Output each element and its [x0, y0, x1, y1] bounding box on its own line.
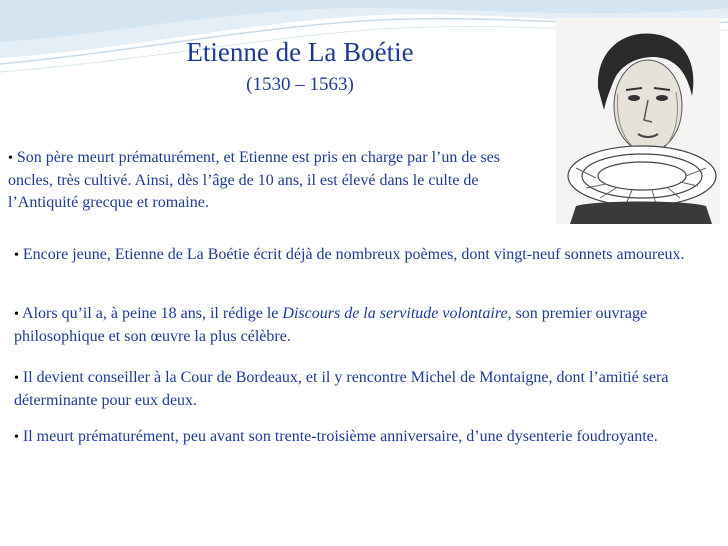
- paragraph-discours: [14, 303, 714, 348]
- paragraph-text-after: , son premier ouvrage philosophique et son œuvre la plus célèbre.: [14, 305, 648, 345]
- paragraph-text: Son père meurt prématurément, et Etienne est pris en charge par l’un de ses oncles, très cultivé. Ainsi, dès l’âge de 10 ans, il est élevé dans le culte de l’Antiquité grecque et romaine.: [8, 149, 500, 211]
- bullet: •: [14, 371, 19, 386]
- paragraph-montaigne: [14, 367, 714, 412]
- book-title: Discours de la servitude volontaire: [282, 305, 508, 322]
- bullet: •: [14, 307, 19, 322]
- paragraph-poems: [14, 244, 714, 267]
- paragraph-text: Il meurt prématurément, peu avant son trente-troisième anniversaire, d’une dysenterie foudroyante.: [22, 428, 658, 445]
- paragraph-text: Il devient conseiller à la Cour de Bordeaux, et il y rencontre Michel de Montaigne, dont l’amitié sera déterminante pour eux deux.: [14, 369, 669, 409]
- paragraph-text-before: Alors qu’il a, à peine 18 ans, il rédige le: [22, 305, 283, 322]
- paragraph-father: [8, 147, 528, 214]
- slide-title: Etienne de La Boétie: [186, 37, 414, 67]
- portrait-image: [556, 18, 720, 224]
- paragraph-death: [14, 426, 714, 449]
- bullet: •: [14, 430, 19, 445]
- paragraph-text: Encore jeune, Etienne de La Boétie écrit déjà de nombreux poèmes, dont vingt-neuf sonnets amoureux.: [22, 246, 685, 263]
- slide-dates: (1530 – 1563): [246, 74, 354, 95]
- bullet: •: [8, 151, 13, 166]
- portrait-icon: [556, 18, 720, 224]
- bullet: •: [14, 248, 19, 263]
